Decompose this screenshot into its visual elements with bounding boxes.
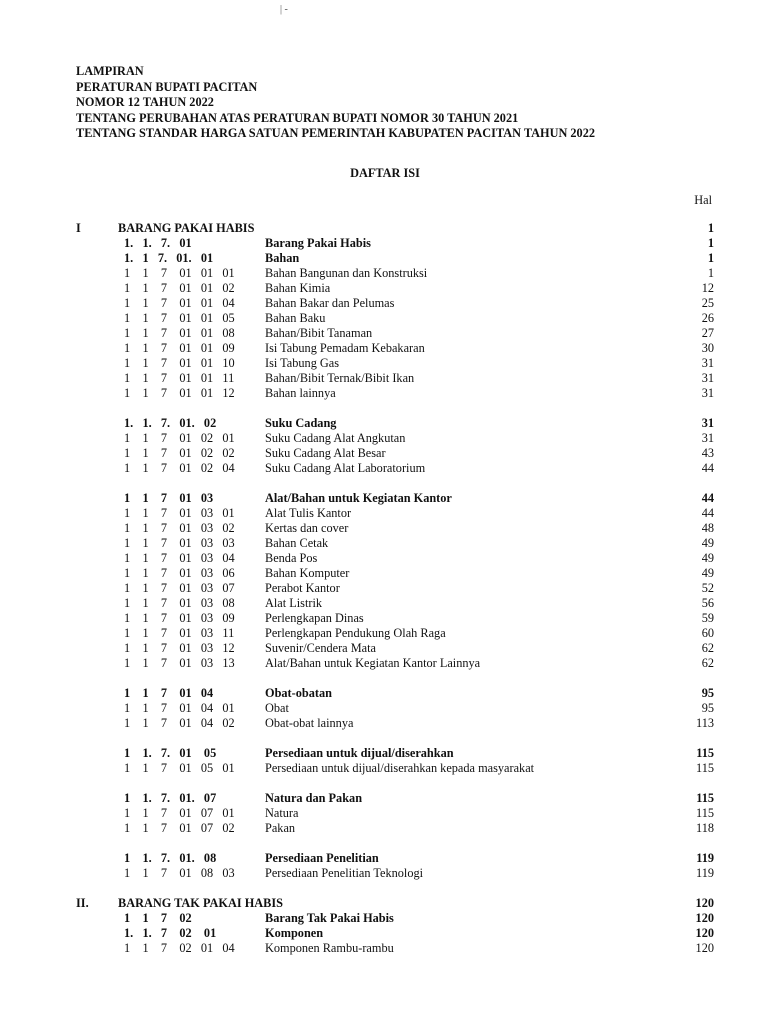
- toc-row: [0, 536, 770, 551]
- toc-row: [0, 761, 770, 776]
- toc-row: [0, 911, 770, 926]
- toc-label: Isi Tabung Pemadam Kebakaran: [265, 341, 425, 355]
- toc-row: [0, 551, 770, 566]
- toc-page-number: 30: [701, 341, 714, 355]
- toc-page-number: 25: [701, 296, 714, 310]
- toc-code: 1. 1. 7. 01: [124, 236, 192, 250]
- toc-page-number: 120: [695, 941, 714, 955]
- toc-page-number: 1: [707, 221, 714, 235]
- toc-row: [0, 686, 770, 701]
- toc-row: [0, 926, 770, 941]
- toc-label: Alat Listrik: [265, 596, 323, 610]
- toc-label: Barang Tak Pakai Habis: [265, 911, 394, 925]
- toc-label: Bahan lainnya: [265, 386, 336, 400]
- toc-label: Bahan Kimia: [265, 281, 331, 295]
- toc-label: Obat: [265, 701, 289, 715]
- toc-page-number: 120: [695, 926, 714, 940]
- toc-code: 1 1 7 01 04 02: [124, 716, 235, 730]
- toc-code: 1 1 7 01 01 12: [124, 386, 235, 400]
- toc-page-number: 1: [707, 266, 714, 280]
- header-line: TENTANG PERUBAHAN ATAS PERATURAN BUPATI NOMOR 30 TAHUN 2021: [76, 110, 519, 125]
- toc-page-number: 49: [701, 551, 714, 565]
- toc-page-number: 95: [701, 686, 714, 700]
- toc-section-number: II.: [76, 896, 89, 910]
- toc-page-number: 1: [707, 236, 714, 250]
- toc-page-number: 52: [701, 581, 714, 595]
- toc-page-number: 49: [701, 566, 714, 580]
- toc-page-number: 31: [701, 371, 714, 385]
- toc-label: Bahan Bangunan dan Konstruksi: [265, 266, 428, 280]
- toc-row: [0, 311, 770, 326]
- toc-row: [0, 431, 770, 446]
- header-line: PERATURAN BUPATI PACITAN: [76, 79, 258, 94]
- toc-row: [0, 941, 770, 956]
- toc-row: [0, 416, 770, 431]
- toc-row: [0, 356, 770, 371]
- toc-label: Perabot Kantor: [265, 581, 340, 595]
- toc-row: [0, 806, 770, 821]
- toc-label: Alat/Bahan untuk Kegiatan Kantor Lainnya: [265, 656, 481, 670]
- toc-page-number: 49: [701, 536, 714, 550]
- toc-code: 1 1 7 01 07 02: [124, 821, 235, 835]
- toc-row: [0, 716, 770, 731]
- toc-code: 1 1 7 01 01 05: [124, 311, 235, 325]
- toc-row: [0, 491, 770, 506]
- toc-row: [0, 386, 770, 401]
- toc-label: Bahan Baku: [265, 311, 326, 325]
- toc-page-number: 44: [701, 461, 714, 475]
- toc-row: [0, 266, 770, 281]
- toc-code: 1. 1. 7. 01. 02: [124, 416, 217, 430]
- toc-label: Suvenir/Cendera Mata: [265, 641, 376, 655]
- toc-code: 1. 1 7. 01. 01: [124, 251, 214, 265]
- toc-title: DAFTAR ISI: [350, 166, 420, 180]
- toc-row: [0, 656, 770, 671]
- toc-label: Bahan/Bibit Ternak/Bibit Ikan: [265, 371, 415, 385]
- toc-code: 1 1 7 01 01 10: [124, 356, 235, 370]
- toc-code: 1. 1. 7 02 01: [124, 926, 217, 940]
- toc-row: [0, 251, 770, 266]
- toc-code: 1 1 7 01 03 01: [124, 506, 235, 520]
- toc-page-number: 48: [701, 521, 714, 535]
- toc-code: 1 1 7 01 02 02: [124, 446, 235, 460]
- toc-code: 1 1 7 01 01 04: [124, 296, 235, 310]
- toc-code: 1 1 7 02: [124, 911, 192, 925]
- toc-code: 1 1 7 01 03 08: [124, 596, 235, 610]
- toc-row: [0, 641, 770, 656]
- toc-code: 1 1 7 01 03 11: [124, 626, 235, 640]
- toc-page-number: 115: [696, 791, 714, 805]
- toc-label: Komponen Rambu-rambu: [265, 941, 394, 955]
- toc-page-number: 118: [696, 821, 714, 835]
- toc-code: 1 1 7 01 03 12: [124, 641, 235, 655]
- toc-page-number: 119: [696, 866, 714, 880]
- toc-page-number: 62: [701, 641, 714, 655]
- toc-label: Bahan: [265, 251, 300, 265]
- toc-page-number: 120: [695, 911, 714, 925]
- toc-code: 1 1 7 01 03 02: [124, 521, 235, 535]
- toc-page-number: 95: [701, 701, 714, 715]
- toc-section-row: [0, 896, 770, 911]
- toc-page-number: 27: [701, 326, 714, 340]
- toc-page-number: 113: [696, 716, 714, 730]
- toc-label: Pakan: [265, 821, 296, 835]
- toc-label: Natura dan Pakan: [265, 791, 363, 805]
- toc-row: [0, 281, 770, 296]
- toc-label: Komponen: [265, 926, 324, 940]
- toc-label: Alat Tulis Kantor: [265, 506, 352, 520]
- toc-code: 1 1 7 01 03 03: [124, 536, 235, 550]
- toc-page-number: 120: [695, 896, 714, 910]
- toc-code: 1 1 7 01 04: [124, 686, 214, 700]
- toc-code: 1 1. 7. 01. 07: [124, 791, 217, 805]
- toc-page-number: 119: [696, 851, 714, 865]
- scan-mark: | -: [280, 4, 288, 15]
- toc-row: [0, 506, 770, 521]
- toc-code: 1 1 7 01 04 01: [124, 701, 235, 715]
- toc-code: 1 1 7 01 01 01: [124, 266, 235, 280]
- toc-label: Bahan Komputer: [265, 566, 350, 580]
- toc-page-number: 26: [701, 311, 714, 325]
- page-column-header: Hal: [694, 193, 712, 207]
- toc-page-number: 60: [701, 626, 714, 640]
- toc-row: [0, 371, 770, 386]
- toc-code: 1 1 7 01 03: [124, 491, 214, 505]
- toc-row: [0, 446, 770, 461]
- toc-page-number: 12: [701, 281, 714, 295]
- toc-label: Obat-obat lainnya: [265, 716, 354, 730]
- header-line: NOMOR 12 TAHUN 2022: [76, 95, 214, 109]
- toc-row: [0, 746, 770, 761]
- toc-label: Suku Cadang: [265, 416, 337, 430]
- toc-page-number: 59: [701, 611, 714, 625]
- toc-code: 1 1 7 01 03 04: [124, 551, 235, 565]
- toc-row: [0, 851, 770, 866]
- toc-page-number: 43: [701, 446, 714, 460]
- toc-section-label: BARANG TAK PAKAI HABIS: [118, 896, 284, 910]
- toc-row: [0, 596, 770, 611]
- toc-page-number: 44: [701, 506, 714, 520]
- toc-page-number: 31: [701, 386, 714, 400]
- toc-code: 1 1 7 02 01 04: [124, 941, 235, 955]
- toc-row: [0, 701, 770, 716]
- toc-code: 1 1 7 01 07 01: [124, 806, 235, 820]
- toc-page-number: 44: [701, 491, 714, 505]
- toc-code: 1 1. 7. 01 05: [124, 746, 217, 760]
- toc-section-number: I: [76, 221, 81, 235]
- toc-label: Suku Cadang Alat Angkutan: [265, 431, 406, 445]
- toc-row: [0, 611, 770, 626]
- toc-code: 1 1 7 01 02 04: [124, 461, 235, 475]
- toc-label: Persediaan untuk dijual/diserahkan kepada masyarakat: [265, 761, 535, 775]
- toc-label: Kertas dan cover: [265, 521, 349, 535]
- toc-page-number: 1: [707, 251, 714, 265]
- toc-label: Persediaan Penelitian Teknologi: [265, 866, 424, 880]
- toc-label: Bahan Cetak: [265, 536, 329, 550]
- toc-row: [0, 341, 770, 356]
- toc-row: [0, 326, 770, 341]
- toc-label: Perlengkapan Pendukung Olah Raga: [265, 626, 446, 640]
- toc-label: Persediaan untuk dijual/diserahkan: [265, 746, 454, 760]
- toc-label: Natura: [265, 806, 299, 820]
- toc-label: Barang Pakai Habis: [265, 236, 371, 250]
- toc-row: [0, 581, 770, 596]
- toc-row: [0, 821, 770, 836]
- toc-code: 1 1 7 01 01 09: [124, 341, 235, 355]
- document-header: [76, 64, 595, 142]
- toc-label: Persediaan Penelitian: [265, 851, 379, 865]
- toc-label: Bahan/Bibit Tanaman: [265, 326, 373, 340]
- toc-code: 1 1. 7. 01. 08: [124, 851, 217, 865]
- toc-code: 1 1 7 01 05 01: [124, 761, 235, 775]
- toc-page-number: 115: [696, 761, 714, 775]
- toc-code: 1 1 7 01 03 09: [124, 611, 235, 625]
- toc-label: Suku Cadang Alat Besar: [265, 446, 386, 460]
- toc-code: 1 1 7 01 03 07: [124, 581, 235, 595]
- toc-row: [0, 296, 770, 311]
- toc-row: [0, 791, 770, 806]
- toc-section-row: [0, 221, 770, 236]
- header-line: LAMPIRAN: [76, 64, 144, 78]
- toc-page-number: 115: [696, 806, 714, 820]
- toc-code: 1 1 7 01 01 02: [124, 281, 235, 295]
- toc-label: Alat/Bahan untuk Kegiatan Kantor: [265, 491, 452, 505]
- toc-row: [0, 236, 770, 251]
- toc-page-number: 62: [701, 656, 714, 670]
- toc-label: Perlengkapan Dinas: [265, 611, 364, 625]
- table-of-contents: [0, 221, 770, 956]
- toc-code: 1 1 7 01 02 01: [124, 431, 235, 445]
- toc-code: 1 1 7 01 01 11: [124, 371, 235, 385]
- toc-page-number: 31: [701, 356, 714, 370]
- header-line: TENTANG STANDAR HARGA SATUAN PEMERINTAH KABUPATEN PACITAN TAHUN 2022: [76, 126, 596, 140]
- toc-page-number: 115: [696, 746, 714, 760]
- toc-code: 1 1 7 01 08 03: [124, 866, 235, 880]
- toc-label: Obat-obatan: [265, 686, 332, 700]
- toc-page-number: 56: [701, 596, 714, 610]
- toc-code: 1 1 7 01 03 13: [124, 656, 235, 670]
- toc-row: [0, 626, 770, 641]
- toc-page-number: 31: [701, 416, 714, 430]
- toc-row: [0, 461, 770, 476]
- toc-section-label: BARANG PAKAI HABIS: [118, 221, 255, 235]
- toc-label: Suku Cadang Alat Laboratorium: [265, 461, 426, 475]
- toc-row: [0, 866, 770, 881]
- toc-label: Bahan Bakar dan Pelumas: [265, 296, 395, 310]
- toc-page-number: 31: [701, 431, 714, 445]
- toc-row: [0, 521, 770, 536]
- toc-code: 1 1 7 01 01 08: [124, 326, 235, 340]
- toc-code: 1 1 7 01 03 06: [124, 566, 235, 580]
- toc-label: Benda Pos: [265, 551, 318, 565]
- toc-row: [0, 566, 770, 581]
- toc-label: Isi Tabung Gas: [265, 356, 340, 370]
